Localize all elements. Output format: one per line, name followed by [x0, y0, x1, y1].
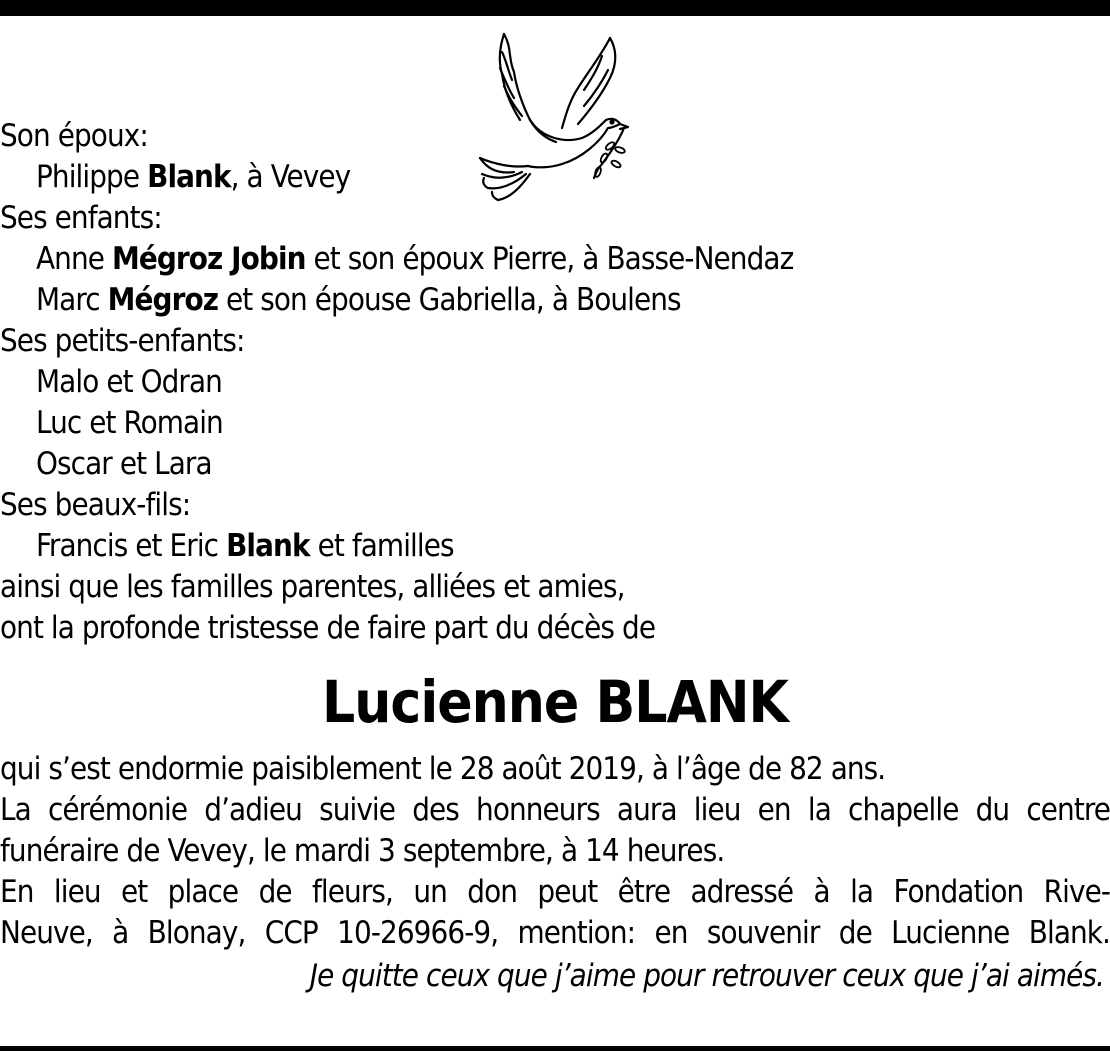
stepsons-heading: Ses beaux-fils: [0, 487, 191, 523]
stepsons-last-name: Blank [226, 528, 310, 564]
child-last-name: Mégroz Jobin [111, 241, 306, 277]
child-line [0, 239, 1110, 280]
children-heading: Ses enfants: [0, 200, 162, 236]
top-border [0, 0, 1110, 16]
grandchildren-line: Malo et Odran [36, 364, 222, 400]
spouse-heading: Son époux: [0, 118, 148, 154]
body-line: En lieu et place de fleurs, un don peut être adressé à la Fondation Rive- [0, 874, 1110, 910]
spouse-last-name: Blank [147, 159, 231, 195]
child-first-name: Marc [36, 282, 100, 318]
child-last-name: Mégroz [107, 282, 219, 318]
announcement-line: ont la profonde tristesse de faire part du décès de [0, 610, 656, 646]
grandchildren-heading: Ses petits-enfants: [0, 323, 245, 359]
spouse-first-name: Philippe [36, 159, 140, 195]
body-line: Neuve, à Blonay, CCP 10-26966-9, mention: en souvenir de Lucienne Blank. [0, 915, 1110, 951]
body-line: qui s’est endormie paisiblement le 28 août 2019, à l’âge de 82 ans. [0, 751, 886, 787]
stepsons-line [0, 526, 1110, 567]
child-details: et son épouse Gabriella, à Boulens [226, 282, 681, 318]
stepsons-first-names: Francis et Eric [36, 528, 219, 564]
deceased-name: Lucienne BLANK [322, 668, 788, 736]
families-line: ainsi que les familles parentes, alliées et amies, [0, 569, 625, 605]
child-details: et son époux Pierre, à Basse-Nendaz [313, 241, 794, 277]
stepsons-details: et familles [317, 528, 454, 564]
child-first-name: Anne [36, 241, 104, 277]
grandchildren-line: Oscar et Lara [36, 446, 212, 482]
bottom-border [0, 1046, 1110, 1051]
spouse-line [0, 157, 1110, 198]
spouse-place: , à Vevey [230, 159, 351, 195]
grandchildren-line: Luc et Romain [36, 405, 223, 441]
obituary-text [0, 116, 1110, 997]
closing-quote: Je quitte ceux que j’aime pour retrouver ceux que j’ai aimés. [309, 958, 1104, 994]
body-line: funéraire de Vevey, le mardi 3 septembre, à 14 heures. [0, 833, 725, 869]
child-line [0, 280, 1110, 321]
body-line: La cérémonie d’adieu suivie des honneurs aura lieu en la chapelle du centre [0, 792, 1110, 828]
